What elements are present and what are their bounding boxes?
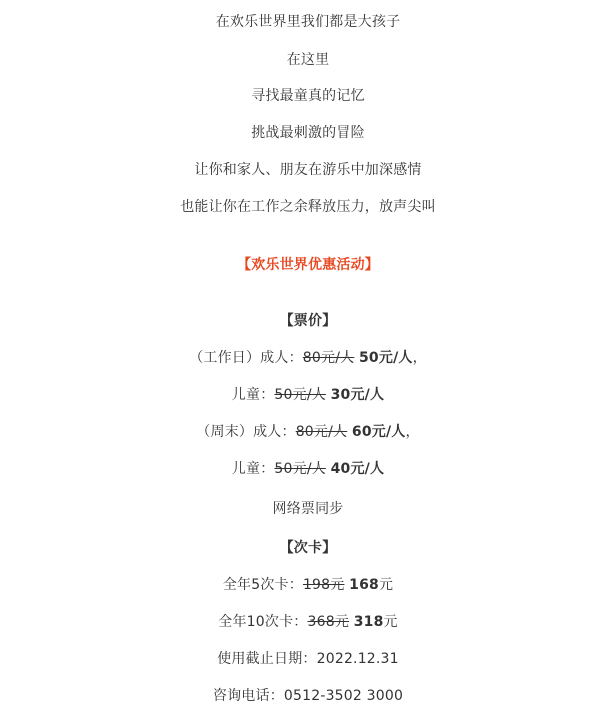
weekend-child-new-price: 40元/人 xyxy=(330,461,385,477)
weekday-adult-new-price: 50元/人 xyxy=(358,350,413,366)
intro-line-4: 挑战最刺激的冒险 xyxy=(251,125,365,141)
weekend-adult-price xyxy=(0,422,616,442)
promo-title xyxy=(0,255,616,275)
weekend-child-price xyxy=(0,459,616,479)
promo-title-text: 【欢乐世界优惠活动】 xyxy=(237,257,379,273)
card-section-title: 【次卡】 xyxy=(279,540,337,556)
intro-line-2: 在这里 xyxy=(286,52,330,68)
expiry-date: 使用截止日期：2022.12.31 xyxy=(217,651,399,667)
intro-line-1: 在欢乐世界里我们都是大孩子 xyxy=(215,14,401,30)
weekend-child-old-price: 50元/人 xyxy=(274,461,326,477)
weekday-child-new-price: 30元/人 xyxy=(330,387,385,403)
five-visit-card-old-price: 198元 xyxy=(302,577,345,593)
weekday-adult-price xyxy=(0,348,616,368)
five-visit-card-new-price: 168 xyxy=(349,577,379,593)
weekend-adult-old-price: 80元/人 xyxy=(295,424,348,440)
weekend-child-label: 儿童： xyxy=(231,461,275,477)
intro-line-6: 也能让你在工作之余释放压力，放声尖叫 xyxy=(180,199,436,215)
intro-line-5: 让你和家人、朋友在游乐中加深感情 xyxy=(194,162,422,178)
five-visit-card-label: 全年5次卡： xyxy=(222,577,303,593)
ten-visit-card-unit: 元 xyxy=(383,614,398,630)
five-visit-card-unit: 元 xyxy=(378,577,394,593)
weekday-child-price xyxy=(0,385,616,405)
weekend-adult-comma: ， xyxy=(405,424,420,440)
ticket-section-title: 【票价】 xyxy=(279,313,337,329)
weekday-adult-comma: ， xyxy=(412,350,427,366)
weekend-adult-label: （周末）成人： xyxy=(196,424,296,440)
online-ticket-note: 网络票同步 xyxy=(272,501,344,517)
intro-line-3: 寻找最童真的记忆 xyxy=(251,88,365,104)
ten-visit-card-old-price: 368元 xyxy=(307,614,350,630)
five-visit-card-price xyxy=(0,575,616,595)
ten-visit-card-new-price: 318 xyxy=(353,614,384,630)
ten-visit-card-price xyxy=(0,612,616,632)
weekday-child-old-price: 50元/人 xyxy=(274,387,326,403)
weekday-adult-label: （工作日）成人： xyxy=(189,350,303,366)
weekend-adult-new-price: 60元/人 xyxy=(351,424,406,440)
weekday-adult-old-price: 80元/人 xyxy=(302,350,355,366)
weekday-child-label: 儿童： xyxy=(231,387,275,403)
ten-visit-card-label: 全年10次卡： xyxy=(218,614,308,630)
contact-phone: 咨询电话：0512-3502 3000 xyxy=(212,688,404,704)
